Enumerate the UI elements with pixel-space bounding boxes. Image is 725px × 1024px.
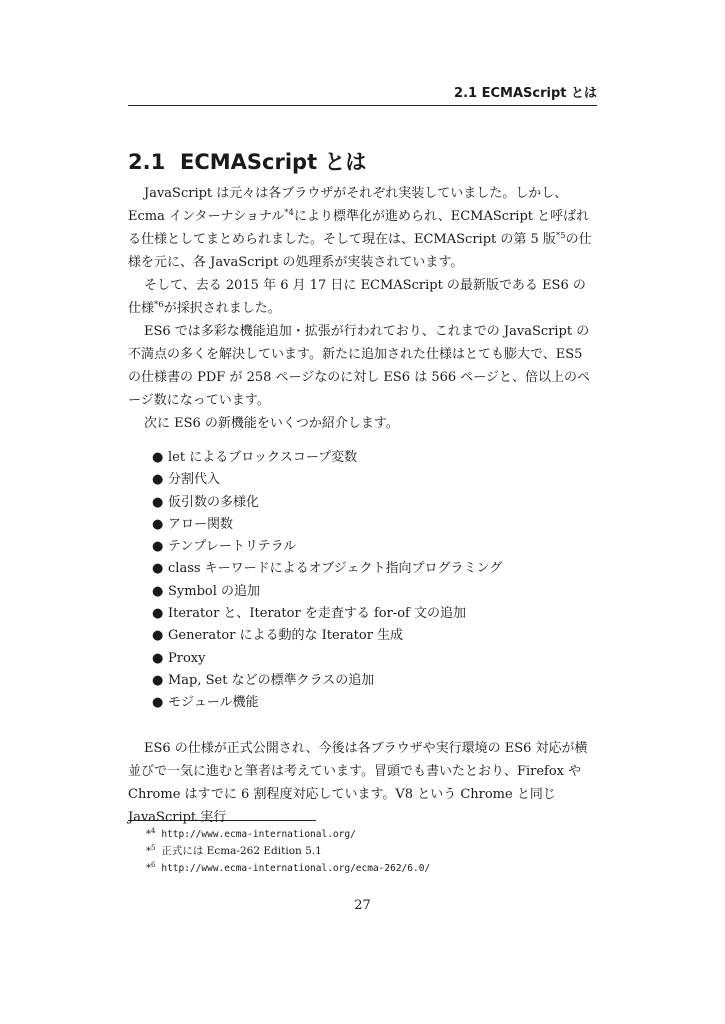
footnote-4 xyxy=(146,826,586,843)
bullet-icon: ● xyxy=(152,695,164,711)
list-item xyxy=(152,625,572,647)
footnotes xyxy=(146,826,586,877)
footnote-6 xyxy=(146,860,586,877)
header-rule xyxy=(128,105,597,106)
list-item xyxy=(152,581,572,603)
list-item-text: class キーワードによるオブジェクト指向プログラミング xyxy=(168,561,503,577)
footnote-number: 6 xyxy=(151,861,156,869)
list-item-text: テンプレートリテラル xyxy=(168,539,297,555)
section-title-text: ECMAScript とは xyxy=(180,150,367,174)
intro-paragraph-4: 次に ES6 の新機能をいくつか紹介します。 xyxy=(144,416,399,431)
footnote-ref-4[interactable]: *4 xyxy=(284,208,294,218)
list-item xyxy=(152,670,572,692)
bullet-icon: ● xyxy=(152,450,164,465)
bullet-icon: ● xyxy=(152,539,164,555)
list-item xyxy=(152,447,572,469)
intro-p1-part-c: の仕様を元に、各 JavaScript の処理系が実装されています。 xyxy=(128,232,592,270)
list-item-text: 分割代入 xyxy=(168,472,221,488)
footnote-text: 正式には Ecma-262 Edition 5.1 xyxy=(161,845,322,857)
bullet-icon: ● xyxy=(152,516,164,532)
section-number: 2.1 xyxy=(128,150,166,174)
footnote-asterisk: * xyxy=(146,846,151,857)
footnote-mark xyxy=(146,827,158,843)
bullet-icon: ● xyxy=(152,606,164,622)
footnote-asterisk: * xyxy=(146,829,151,840)
list-item-text: let によるブロックスコープ変数 xyxy=(168,450,358,465)
list-item xyxy=(152,648,572,670)
bullet-icon: ● xyxy=(152,494,164,510)
intro-paragraph-3: ES6 では多彩な機能追加・拡張が行われており、これまでの JavaScript の不満点の多くを解決しています。新たに追加された仕様はとても膨大で、ES5 の仕様書の PDF が 258 ページなのに対し ES6 は 566 ページと、倍以上のページ数になっています。 xyxy=(128,324,591,408)
bullet-icon: ● xyxy=(152,650,164,666)
intro-p2-part-b: が採択されました。 xyxy=(163,301,281,316)
footnote-mark xyxy=(146,844,158,860)
list-item xyxy=(152,692,572,714)
bullet-icon: ● xyxy=(152,672,164,688)
footnote-ref-6[interactable]: *6 xyxy=(154,300,164,310)
list-item xyxy=(152,558,572,580)
intro-paragraph-1 xyxy=(128,182,597,274)
list-item xyxy=(152,536,572,558)
list-item-text: Proxy xyxy=(168,650,206,666)
list-item xyxy=(152,469,572,491)
footnote-rule xyxy=(128,820,316,821)
list-item xyxy=(152,514,572,536)
outro-text xyxy=(128,737,597,829)
list-item-text: モジュール機能 xyxy=(168,695,259,711)
footnote-url[interactable]: http://www.ecma-international.org/ xyxy=(161,829,356,840)
intro-text xyxy=(128,182,597,435)
intro-p1-part-b: により標準化が進められ、ECMAScript と呼ばれる仕様としてまとめられました。そして現在は、ECMAScript の第 5 版 xyxy=(128,209,590,247)
page-number: 27 xyxy=(354,898,371,913)
running-header: 2.1 ECMAScript とは xyxy=(454,86,597,101)
footnote-mark xyxy=(146,861,158,877)
bullet-icon: ● xyxy=(152,561,164,577)
list-item-text: Map, Set などの標準クラスの追加 xyxy=(168,672,375,688)
footnote-asterisk: * xyxy=(146,863,151,874)
footnote-number: 5 xyxy=(151,844,156,852)
list-item-text: Generator による動的な Iterator 生成 xyxy=(168,628,404,644)
footnote-url[interactable]: http://www.ecma-international.org/ecma-262/6.0/ xyxy=(161,863,431,874)
intro-p2-part-a: そして、去る 2015 年 6 月 17 日に ECMAScript の最新版である ES6 の仕様 xyxy=(128,278,586,316)
footnote-5 xyxy=(146,843,586,860)
outro-paragraph-1: ES6 の仕様が正式公開され、今後は各ブラウザや実行環境の ES6 対応が横並びで一気に進むと筆者は考えています。冒頭でも書いたとおり、Firefox や Chrome はすでに 6 割程度対応しています。V8 という Chrome と同じ JavaScript 実行 xyxy=(128,741,588,825)
list-item xyxy=(152,603,572,625)
list-item-text: アロー関数 xyxy=(168,516,234,532)
list-item-text: 仮引数の多様化 xyxy=(168,494,260,510)
bullet-icon: ● xyxy=(152,628,164,644)
list-item-text: Symbol の追加 xyxy=(168,583,261,599)
list-item xyxy=(152,492,572,514)
footnote-number: 4 xyxy=(151,827,156,835)
bullet-icon: ● xyxy=(152,583,164,599)
footnote-ref-5[interactable]: *5 xyxy=(555,231,566,241)
bullet-icon: ● xyxy=(152,472,164,488)
feature-list xyxy=(152,447,572,715)
section-title xyxy=(128,149,366,175)
list-item-text: Iterator と、Iterator を走査する for-of 文の追加 xyxy=(168,606,466,622)
intro-p1-part-a: JavaScript は元々は各ブラウザがそれぞれ実装していました。しかし、Ecma インターナショナル xyxy=(128,186,568,224)
intro-paragraph-2 xyxy=(128,274,597,320)
